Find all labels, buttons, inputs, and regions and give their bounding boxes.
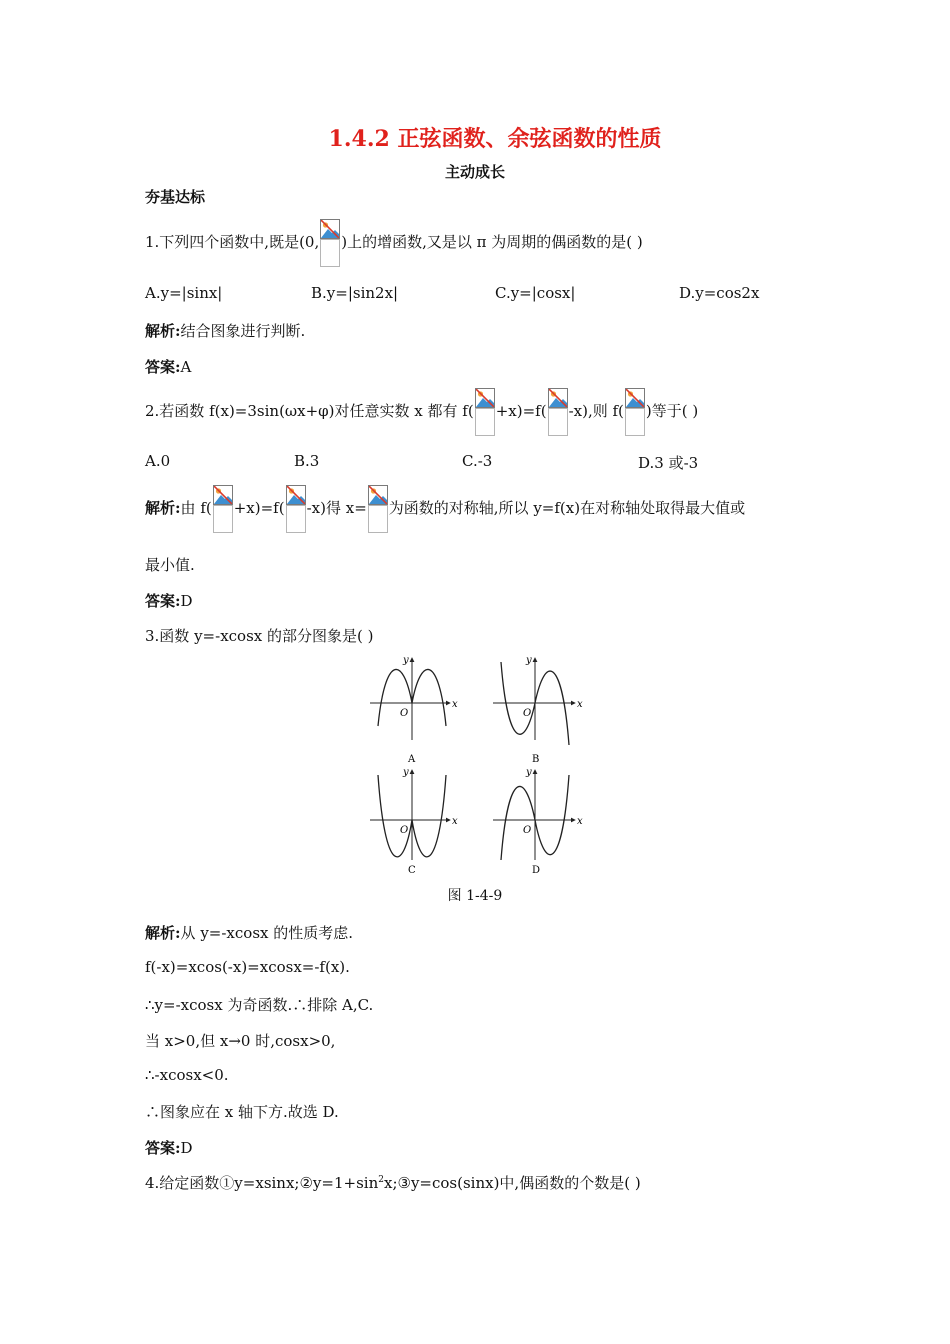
q1-option-d: D.y=cos2x — [679, 284, 760, 302]
q2-analysis-cont: 最小值. — [145, 556, 195, 574]
q2-stem: 2.若函数 f(x)=3sin(ωx+φ)对任意实数 x 都有 f( +x)=f( -x),则 f( )等于( ) — [145, 387, 698, 436]
graph-c — [370, 767, 458, 876]
graph-d-y-label: y — [526, 767, 532, 778]
q3-answer: 答案:D — [145, 1139, 193, 1157]
q3-figure — [365, 650, 590, 895]
section-heading: 夯基达标 — [145, 188, 206, 206]
missing-image-icon — [320, 219, 340, 267]
missing-image-icon — [475, 388, 495, 436]
q3-analysis: 解析:从 y=-xcosx 的性质考虑. — [145, 924, 354, 942]
q2-answer: 答案:D — [145, 592, 193, 610]
q1-answer: 答案:A — [145, 358, 192, 376]
q3-stem: 3.函数 y=-xcosx 的部分图象是( ) — [145, 627, 374, 645]
graph-a — [370, 655, 458, 765]
q2-option-b: B.3 — [294, 452, 320, 470]
q1-option-b: B.y=|sin2x| — [311, 284, 399, 302]
graph-b-label: B — [532, 754, 540, 765]
graph-c-x-label: x — [452, 816, 458, 827]
q2-analysis: 解析:由 f( +x)=f( -x)得 x= 为函数的对称轴,所以 y=f(x)在对称轴处取得最大值或 — [145, 484, 745, 533]
missing-image-icon — [213, 485, 233, 533]
q2-option-a: A.0 — [145, 452, 171, 470]
q3-analysis-line: f(-x)=xcos(-x)=xcosx=-f(x). — [145, 958, 350, 976]
graph-b — [493, 655, 583, 765]
page-title: 1.4.2 正弦函数、余弦函数的性质 — [328, 126, 662, 152]
missing-image-icon — [286, 485, 306, 533]
graph-a-label: A — [408, 754, 416, 765]
graph-a-x-label: x — [452, 699, 458, 710]
q3-analysis-line: ∴图象应在 x 轴下方.故选 D. — [145, 1103, 339, 1121]
graph-c-label: C — [408, 865, 416, 876]
q1-analysis: 解析:结合图象进行判断. — [145, 322, 306, 340]
graph-b-x-label: x — [577, 699, 583, 710]
graph-c-y-label: y — [403, 767, 409, 778]
graph-d-label: D — [532, 865, 541, 876]
q1-stem: 1.下列四个函数中,既是(0, )上的增函数,又是以 π 为周期的偶函数的是( ) — [145, 218, 643, 267]
q3-analysis-line: 当 x>0,但 x→0 时,cosx>0, — [145, 1032, 336, 1050]
graph-b-origin: O — [523, 708, 532, 719]
graph-d — [493, 767, 583, 876]
q1-option-c: C.y=|cosx| — [495, 284, 576, 302]
graph-d-x-label: x — [577, 816, 583, 827]
graph-b-y-label: y — [526, 655, 532, 666]
q4-stem: 4.给定函数$①y=xsinx;②y=1+\sin^2x;③y=\cos(\sin x)$中,偶函数的个数是( ) — [145, 1174, 641, 1192]
graph-a-origin: O — [400, 708, 409, 719]
q3-analysis-line: ∴y=-xcosx 为奇函数.∴排除 A,C. — [145, 996, 374, 1014]
q2-option-c: C.-3 — [462, 452, 493, 470]
missing-image-icon — [368, 485, 388, 533]
q1-option-a: A.y=|sinx| — [145, 284, 223, 302]
page-subtitle: 主动成长 — [444, 163, 505, 181]
missing-image-icon — [548, 388, 568, 436]
missing-image-icon — [625, 388, 645, 436]
q2-option-d: D.3 或-3 — [638, 454, 699, 472]
figure-caption: 图 1-4-9 — [447, 888, 503, 904]
graph-d-origin: O — [523, 825, 532, 836]
graph-a-y-label: y — [403, 655, 409, 666]
graph-c-origin: O — [400, 825, 409, 836]
q3-analysis-line: ∴-xcosx<0. — [145, 1066, 229, 1084]
